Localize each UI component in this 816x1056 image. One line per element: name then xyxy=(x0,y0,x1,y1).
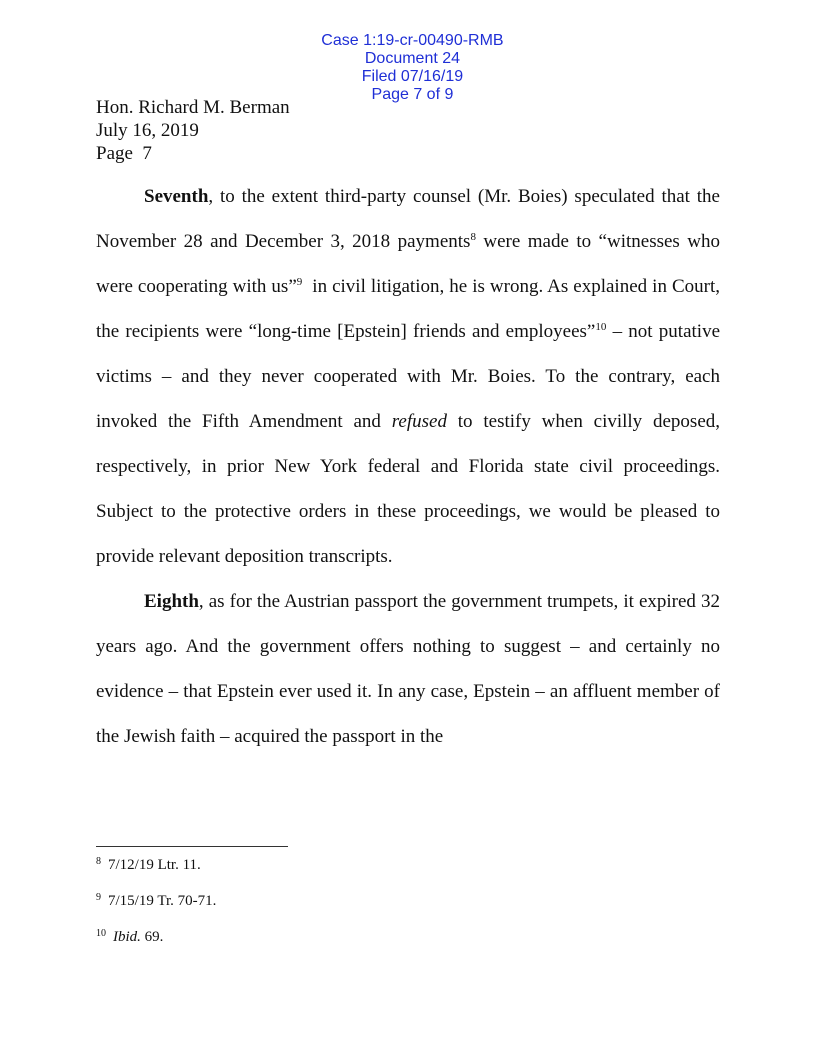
page-number: Page 7 xyxy=(96,143,152,164)
footnote-emphasis: Ibid. xyxy=(113,929,141,945)
paragraph-eighth xyxy=(96,579,720,759)
case-number: Case 1:19-cr-00490-RMB xyxy=(321,32,504,49)
addressee-name: Hon. Richard M. Berman xyxy=(96,97,290,118)
paragraph-text: – not putative victims – and they never cooperated with Mr. Boies. To the contrary, each invoked the Fifth Amendment and xyxy=(96,321,720,432)
footnote-text: 7/15/19 Tr. 70-71. xyxy=(108,893,217,909)
paragraph-text: were made to “witnesses who were cooperating with us” xyxy=(96,231,720,297)
paragraph-text: , to the extent third-party counsel (Mr. Boies) speculated that the November 28 and December 3, 2018 payments xyxy=(96,186,720,252)
paragraph-text: in civil litigation, he is wrong. As explained in Court, the recipients were “long-time [Epstein] friends and employees” xyxy=(96,276,725,342)
document-number: Document 24 xyxy=(364,50,461,67)
footnote-9 xyxy=(96,892,216,910)
page-indicator: Page 7 of 9 xyxy=(371,86,454,103)
footnote-ref-9[interactable]: 9 xyxy=(296,276,303,288)
filed-date: Filed 07/16/19 xyxy=(361,68,464,85)
paragraph-lead: Eighth xyxy=(144,591,199,612)
footnote-divider xyxy=(96,846,288,847)
emphasis-refused: refused xyxy=(391,411,447,432)
footnote-number: 9 xyxy=(96,892,101,903)
paragraph-seventh xyxy=(96,174,725,579)
footnote-text: 69. xyxy=(140,929,164,945)
footnote-number: 8 xyxy=(96,856,101,867)
paragraph-lead: Seventh xyxy=(144,186,209,207)
footnote-ref-8[interactable]: 8 xyxy=(470,231,476,243)
paragraph-text: , as for the Austrian passport the government trumpets, it expired 32 years ago. And the government offers nothing to suggest – and certainly no evidence – that Epstein ever used it. In any case, Epstein – an affluent member of the Jewish faith – acquired the passport in the xyxy=(96,591,720,747)
letter-body xyxy=(96,174,725,759)
footnote-text: 7/12/19 Ltr. 11. xyxy=(108,857,201,873)
paragraph-text: to testify when civilly deposed, respectively, in prior New York federal and Florida state civil proceedings. Subject to the protective orders in these proceedings, we would be pleased to provide relevant deposition transcripts. xyxy=(96,411,720,567)
footnote-ref-10[interactable]: 10 xyxy=(595,321,607,333)
letter-date: July 16, 2019 xyxy=(96,120,199,141)
footnote-8 xyxy=(96,856,201,874)
footnote-10 xyxy=(96,928,163,946)
footnote-number: 10 xyxy=(96,928,106,939)
ecf-header xyxy=(0,14,816,104)
letter-address-block xyxy=(96,96,290,165)
